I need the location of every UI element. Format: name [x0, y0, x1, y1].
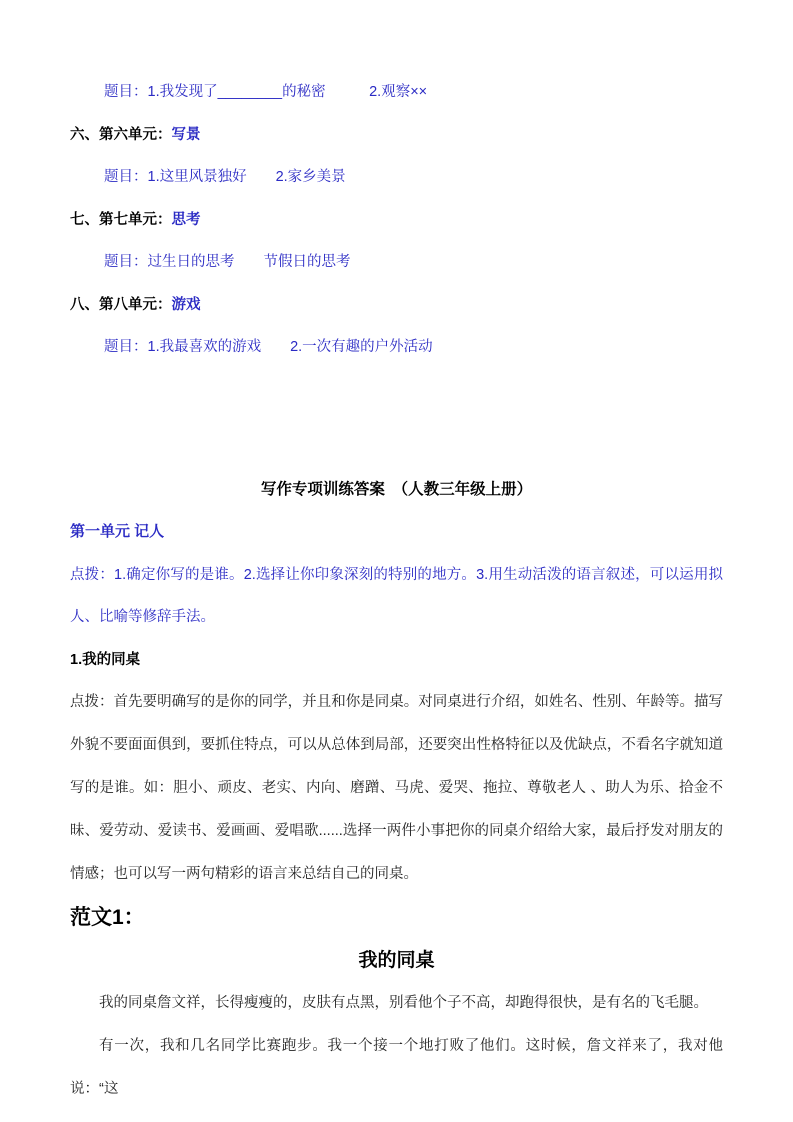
- unit7-heading: [70, 199, 723, 242]
- unit1-tips-paragraph: 点拨：1.确定你写的是谁。2.选择让你印象深刻的特别的地方。3.用生动活泼的语言叙述，可以运用拟人、比喻等修辞手法。: [70, 566, 723, 625]
- answers-doc-title: 写作专项训练答案 （人教三年级上册）: [260, 480, 533, 498]
- topic1-heading: 1.我的同桌: [70, 651, 141, 668]
- answers-section: [70, 469, 723, 1112]
- unit7-heading-prefix: 七、第七单元：: [70, 211, 172, 228]
- unit1-heading: 第一单元 记人: [70, 523, 165, 540]
- topic1-tips-paragraph: 点拨：首先要明确写的是你的同学，并且和你是同桌。对同桌进行介绍，如姓名、性别、年龄等。描写外貌不要面面俱到，要抓住特点，可以从总体到局部，还要突出性格特征以及优缺点，不看名字就知道写的是谁。如：胆小、顽皮、老实、内向、磨蹭、马虎、爱哭、拖拉、尊敬老人 、助人为乐、拾金不昧、爱劳动、爱读书、爱画画、爱唱歌......选择一两件小事把你的同桌介绍给大家，最后抒发对朋友的情感；也可以写一两句精彩的语言来总结自己的同桌。: [70, 694, 723, 882]
- unit5-titles-line: 题目：1.我发现了________的秘密 2.观察××: [104, 84, 428, 100]
- sample-essay-label: 范文1：: [70, 906, 145, 929]
- unit7-titles-line: 题目：过生日的思考 节假日的思考: [104, 254, 351, 270]
- unit6-titles-line: 题目：1.这里风景独好 2.家乡美景: [104, 169, 346, 185]
- unit6-heading: [70, 114, 723, 157]
- unit6-heading-prefix: 六、第六单元：: [70, 126, 172, 143]
- unit8-heading: [70, 284, 723, 327]
- sample-essay-paragraph-2: 有一次，我和几名同学比赛跑步。我一个接一个地打败了他们。这时候，詹文祥来了，我对他说：“这: [70, 1038, 723, 1097]
- unit7-heading-topic: 思考: [171, 211, 201, 228]
- unit8-heading-prefix: 八、第八单元：: [70, 296, 172, 313]
- sample-essay-title: 我的同桌: [358, 950, 435, 971]
- unit6-heading-topic: 写景: [171, 126, 201, 143]
- unit8-titles-line: 题目：1.我最喜欢的游戏 2.一次有趣的户外活动: [104, 339, 433, 355]
- sample-essay-paragraph-1: 我的同桌詹文祥，长得瘦瘦的，皮肤有点黑，别看他个子不高，却跑得很快，是有名的飞毛腿。: [99, 995, 708, 1011]
- unit-outline-section: [70, 71, 723, 369]
- unit8-heading-topic: 游戏: [171, 296, 201, 313]
